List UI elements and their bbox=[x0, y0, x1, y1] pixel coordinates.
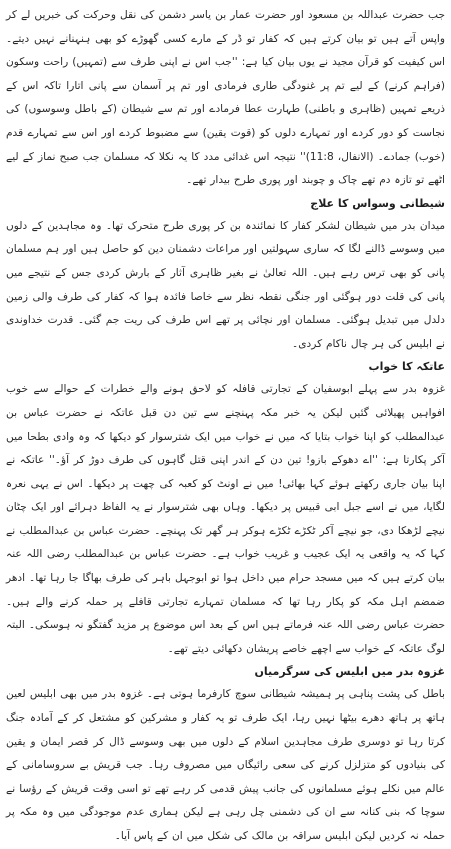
paragraph-atika-dream: غزوہ بدر سے پہلے ابوسفیان کے تجارتی قافلہ کو لاحق ہونے والے خطرات کے حوالے سے خوب افواہیں پھیلائی گئیں لیکن یہ خبر مکہ پہنچنے سے تین دن قبل عاتکہ نے حضرت عباس بن عبدالمطلب کو اپنا خواب بتایا کہ میں نے خواب میں ایک شترسوار کو دیکھا کہ وہ وادی بطحا میں آکر پکارتا ہے: ''اے دھوکے بازو! تین دن کے اندر اپنی قتل گاہوں کی طرف دوڑ کر آؤ۔'' عاتکہ نے اپنا بیان جاری رکھتے ہوئے کہا بھائی! میں نے اونٹ کو کعبہ کی چھت پر دیکھا۔ اس نے یہی نعرہ لگایا، میں نے اسے جبل ابی قبیس پر دیکھا۔ وہاں بھی شترسوار نے یہ الفاظ دہرائے اور ایک چٹان نیچے لڑھکا دی، جو نیچے آکر ٹکڑے ٹکڑے ہوکر ہر گھر تک پہنچے۔ حضرت عباس بن عبدالمطلب نے کہا کہ یہ واقعی یہ ایک عجیب و غریب خواب ہے۔ حضرت عباس بن عبدالمطلب رضی اللہ عنہ بیان کرتے ہیں کہ میں مسجد حرام میں داخل ہوا تو ابوجہل باہر کی طرف بھاگا جا رہا تھا۔ ادھر ضمضم اہل مکہ کو پکار رہا تھا کہ مسلمان تمہارے تجارتی قافلے پر حملہ کرنے والے ہیں۔ حضرت عباس رضی اللہ عنہ فرماتے ہیں اس کے بعد اس موضوع پر مزید گفتگو نہ ہوسکی۔ البتہ لوگ عاتکہ کے خواب سے اچھے خاصے پریشان دکھائی دیتے تھے۔ bbox=[6, 383, 445, 655]
paragraph-iblis-activities: باطل کی پشت پناہی پر ہمیشہ شیطانی سوچ کارفرما ہوتی ہے۔ غزوہ بدر میں بھی ابلیس لعین ہاتھ پر ہاتھ دھرے بیٹھا نہیں رہا، ایک طرف تو یہ کفار و مشرکین کو مشتعل کر کے آمادہ جنگ کرتا رہا تو دوسری طرف مجاہدین اسلام کے دلوں میں بھی وسوسے ڈال کر قصر ایمان و یقین کی بنیادوں کو متزلزل کرنے کی سعی رائیگاں میں مصروف رہا۔ جب قریش بے سروسامانی کے عالم میں نکلے ہوئے مسلمانوں کی جانب پیش قدمی کر رہے تھے تو اسی وقت قریش کے رؤسا نے سوچا کہ بنی کنانہ سے ان کی دشمنی چل رہی ہے لیکن ہماری عدم موجودگی میں وہ مکہ پر حملہ نہ کردیں لیکن ابلیس سراقہ بن مالک کی شکل میں ان کے پاس آیا۔ bbox=[6, 688, 445, 842]
heading-iblis-activities: غزوہ بدر میں ابلیس کی سرگرمیاں bbox=[254, 665, 445, 679]
paragraph-intro: جب حضرت عبداللہ بن مسعود اور حضرت عمار بن یاسر دشمن کی نقل وحرکت کی خبریں لے کر واپس آتے ہیں تو بیان کرتے ہیں کہ کفار تو ڈر کے مارے کسی گھوڑے کو بھی ہنہنانے نہیں دیتے۔ اس کیفیت کو قرآن مجید نے یوں بیان کیا ہے: ''جب اس نے اپنی طرف سے (تمہیں) راحت وسکون (فراہم کرنے) کے لیے تم پر غنودگی طاری فرمادی اور تم پر آسمان سے پانی اتارا تاکہ اس کے ذریعے تمہیں (ظاہری و باطنی) طہارت عطا فرمادے اور تم سے شیطان (کے باطل وسوسوں) کی نجاست کو دور کردے اور تمہارے دلوں کو (قوت یقین) سے مضبوط کردے اور اس سے تمہارے قدم (خوب) جمادے۔ (الانفال، 11:8)'' نتیجہ اس غدائی مدد کا یہ نکلا کہ مسلمان جب صبح نماز کے لیے اٹھے تو تازہ دم تھے چاک و چوبند اور پوری طرح بیدار تھے۔ bbox=[6, 9, 445, 187]
paragraph-satanic-whispers: میدان بدر میں شیطان لشکر کفار کا نمائندہ بن کر پوری طرح متحرک تھا۔ وہ مجاہدین کے دلوں میں وسوسے ڈالنے لگا کہ ساری سہولتیں اور مراعات دشمنان دین کو حاصل ہیں اور ہم مسلمان پانی کو بھی ترس رہے ہیں۔ اللہ تعالیٰ نے بغیر ظاہری آثار کے بارش کردی جس کے نتیجے میں پانی کی قلت دور ہوگئی اور جنگی نقطہ نظر سے خاصا فائدہ ہوا کہ کفار کی طرف والی زمین دلدل میں تبدیل ہوگئی۔ مسلمان اور نچائی پر تھے اس طرف کی ریت جم گئی۔ قدرت خداوندی نے ابلیس کی ہر چال ناکام کردی۔ bbox=[6, 219, 445, 350]
heading-atika-dream: عاتکہ کا خواب bbox=[368, 360, 445, 374]
heading-satanic-whispers: شیطانی وسواس کا علاج bbox=[310, 196, 445, 210]
